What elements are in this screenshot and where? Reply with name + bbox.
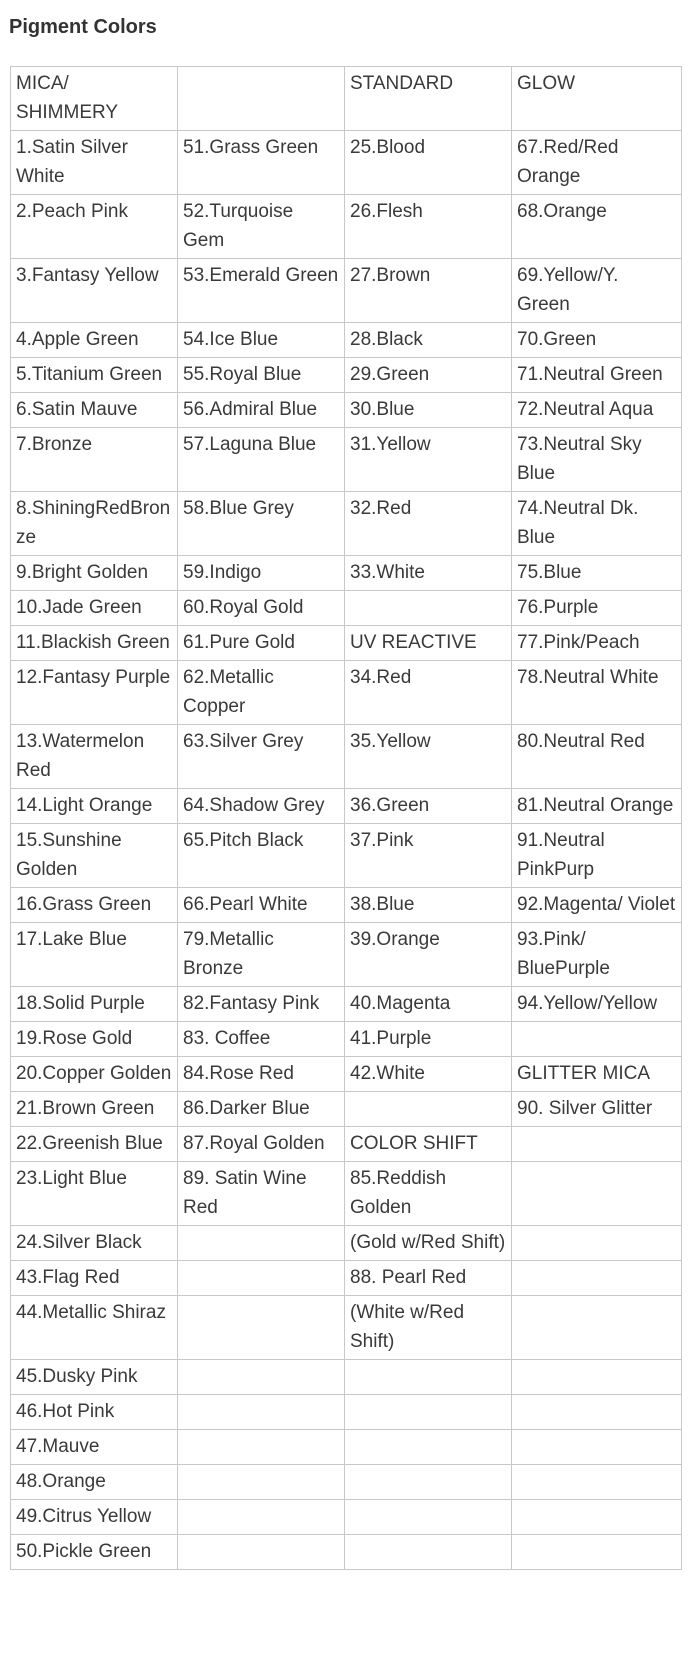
table-cell xyxy=(178,1296,345,1360)
table-row xyxy=(11,492,682,556)
table-cell: 69.Yellow/Y. Green xyxy=(512,259,682,323)
table-row xyxy=(11,1465,682,1500)
table-cell: 5.Titanium Green xyxy=(11,358,178,393)
table-cell: 50.Pickle Green xyxy=(11,1535,178,1570)
table-cell: GLITTER MICA xyxy=(512,1057,682,1092)
table-cell xyxy=(178,1226,345,1261)
table-cell: 21.Brown Green xyxy=(11,1092,178,1127)
table-cell: 59.Indigo xyxy=(178,556,345,591)
table-cell xyxy=(178,1535,345,1570)
table-cell: 57.Laguna Blue xyxy=(178,428,345,492)
table-cell xyxy=(512,1226,682,1261)
table-cell: 91.Neutral PinkPurp xyxy=(512,824,682,888)
table-row xyxy=(11,661,682,725)
table-cell: 6.Satin Mauve xyxy=(11,393,178,428)
table-row xyxy=(11,888,682,923)
table-cell: 90. Silver Glitter xyxy=(512,1092,682,1127)
table-cell: 22.Greenish Blue xyxy=(11,1127,178,1162)
table-row xyxy=(11,1162,682,1226)
table-cell: 64.Shadow Grey xyxy=(178,789,345,824)
table-cell xyxy=(512,1261,682,1296)
table-cell: 35.Yellow xyxy=(345,725,512,789)
table-cell: 12.Fantasy Purple xyxy=(11,661,178,725)
table-row xyxy=(11,1261,682,1296)
table-cell xyxy=(512,1430,682,1465)
table-cell: 25.Blood xyxy=(345,131,512,195)
table-cell: 36.Green xyxy=(345,789,512,824)
table-cell: 14.Light Orange xyxy=(11,789,178,824)
table-cell xyxy=(345,1360,512,1395)
table-cell xyxy=(345,1395,512,1430)
table-cell xyxy=(512,1395,682,1430)
table-cell xyxy=(178,67,345,131)
table-row xyxy=(11,1360,682,1395)
table-cell: 34.Red xyxy=(345,661,512,725)
table-cell xyxy=(512,1127,682,1162)
table-row xyxy=(11,987,682,1022)
table-cell: 92.Magenta/ Violet xyxy=(512,888,682,923)
table-cell: 7.Bronze xyxy=(11,428,178,492)
table-cell: 79.Metallic Bronze xyxy=(178,923,345,987)
table-row xyxy=(11,1092,682,1127)
table-cell xyxy=(178,1360,345,1395)
table-cell: 37.Pink xyxy=(345,824,512,888)
table-cell: 49.Citrus Yellow xyxy=(11,1500,178,1535)
table-cell: (Gold w/Red Shift) xyxy=(345,1226,512,1261)
table-cell: 13.Watermelon Red xyxy=(11,725,178,789)
table-cell xyxy=(178,1430,345,1465)
table-row xyxy=(11,131,682,195)
table-cell: 93.Pink/ BluePurple xyxy=(512,923,682,987)
table-cell xyxy=(512,1022,682,1057)
table-cell: 33.White xyxy=(345,556,512,591)
table-cell: 71.Neutral Green xyxy=(512,358,682,393)
table-cell: 32.Red xyxy=(345,492,512,556)
table-row xyxy=(11,626,682,661)
table-cell: 55.Royal Blue xyxy=(178,358,345,393)
table-cell: 68.Orange xyxy=(512,195,682,259)
table-cell: (White w/Red Shift) xyxy=(345,1296,512,1360)
table-row xyxy=(11,1296,682,1360)
table-row xyxy=(11,789,682,824)
table-row xyxy=(11,556,682,591)
table-cell: 88. Pearl Red xyxy=(345,1261,512,1296)
table-cell: 45.Dusky Pink xyxy=(11,1360,178,1395)
table-row xyxy=(11,67,682,131)
table-row xyxy=(11,1226,682,1261)
table-cell: 84.Rose Red xyxy=(178,1057,345,1092)
table-cell: 56.Admiral Blue xyxy=(178,393,345,428)
table-cell: 3.Fantasy Yellow xyxy=(11,259,178,323)
table-cell: 62.Metallic Copper xyxy=(178,661,345,725)
table-cell: 20.Copper Golden xyxy=(11,1057,178,1092)
page-title: Pigment Colors xyxy=(9,16,157,38)
table-cell: 31.Yellow xyxy=(345,428,512,492)
table-cell: 70.Green xyxy=(512,323,682,358)
table-cell: 46.Hot Pink xyxy=(11,1395,178,1430)
table-cell: 28.Black xyxy=(345,323,512,358)
table-cell: 85.Reddish Golden xyxy=(345,1162,512,1226)
table-cell xyxy=(512,1465,682,1500)
table-cell: 67.Red/Red Orange xyxy=(512,131,682,195)
table-row xyxy=(11,259,682,323)
table-cell: 4.Apple Green xyxy=(11,323,178,358)
table-cell xyxy=(512,1535,682,1570)
table-cell: 82.Fantasy Pink xyxy=(178,987,345,1022)
table-cell: 53.Emerald Green xyxy=(178,259,345,323)
table-cell xyxy=(178,1261,345,1296)
table-row xyxy=(11,428,682,492)
table-row xyxy=(11,1395,682,1430)
table-cell: 18.Solid Purple xyxy=(11,987,178,1022)
table-cell: 52.Turquoise Gem xyxy=(178,195,345,259)
table-cell: 8.ShiningRedBronze xyxy=(11,492,178,556)
table-row xyxy=(11,195,682,259)
table-cell: 30.Blue xyxy=(345,393,512,428)
table-cell: 39.Orange xyxy=(345,923,512,987)
table-cell: 1.Satin Silver White xyxy=(11,131,178,195)
table-cell: 73.Neutral Sky Blue xyxy=(512,428,682,492)
table-cell: 19.Rose Gold xyxy=(11,1022,178,1057)
table-row xyxy=(11,591,682,626)
pigment-colors-table xyxy=(10,66,682,1570)
table-row xyxy=(11,1057,682,1092)
table-row xyxy=(11,1127,682,1162)
table-cell: 47.Mauve xyxy=(11,1430,178,1465)
table-cell: 42.White xyxy=(345,1057,512,1092)
table-body xyxy=(11,67,682,1570)
table-row xyxy=(11,1430,682,1465)
table-row xyxy=(11,824,682,888)
table-row xyxy=(11,1500,682,1535)
table-cell: 60.Royal Gold xyxy=(178,591,345,626)
table-cell: UV REACTIVE xyxy=(345,626,512,661)
table-row xyxy=(11,358,682,393)
table-cell: 81.Neutral Orange xyxy=(512,789,682,824)
table-cell: MICA/ SHIMMERY xyxy=(11,67,178,131)
table-cell: 87.Royal Golden xyxy=(178,1127,345,1162)
table-row xyxy=(11,1535,682,1570)
table-cell xyxy=(178,1395,345,1430)
table-cell: 16.Grass Green xyxy=(11,888,178,923)
table-cell: 78.Neutral White xyxy=(512,661,682,725)
table-cell xyxy=(512,1296,682,1360)
table-cell: 26.Flesh xyxy=(345,195,512,259)
table-cell: 76.Purple xyxy=(512,591,682,626)
table-cell xyxy=(512,1162,682,1226)
table-cell: 24.Silver Black xyxy=(11,1226,178,1261)
table-cell: COLOR SHIFT xyxy=(345,1127,512,1162)
table-cell: 44.Metallic Shiraz xyxy=(11,1296,178,1360)
table-cell: 86.Darker Blue xyxy=(178,1092,345,1127)
table-cell: 65.Pitch Black xyxy=(178,824,345,888)
table-cell: 77.Pink/Peach xyxy=(512,626,682,661)
table-cell xyxy=(178,1465,345,1500)
table-row xyxy=(11,725,682,789)
table-cell xyxy=(512,1500,682,1535)
table-cell: 74.Neutral Dk. Blue xyxy=(512,492,682,556)
table-cell: STANDARD xyxy=(345,67,512,131)
table-cell: 11.Blackish Green xyxy=(11,626,178,661)
table-row xyxy=(11,393,682,428)
table-cell: 58.Blue Grey xyxy=(178,492,345,556)
table-cell xyxy=(178,1500,345,1535)
table-cell: 10.Jade Green xyxy=(11,591,178,626)
table-cell: 2.Peach Pink xyxy=(11,195,178,259)
table-cell xyxy=(345,1465,512,1500)
table-cell: 51.Grass Green xyxy=(178,131,345,195)
table-cell: 41.Purple xyxy=(345,1022,512,1057)
table-cell: 27.Brown xyxy=(345,259,512,323)
table-cell: 89. Satin Wine Red xyxy=(178,1162,345,1226)
table-cell: 75.Blue xyxy=(512,556,682,591)
table-row xyxy=(11,1022,682,1057)
table-cell xyxy=(345,1430,512,1465)
table-cell: 48.Orange xyxy=(11,1465,178,1500)
table-cell: 17.Lake Blue xyxy=(11,923,178,987)
table-cell: 66.Pearl White xyxy=(178,888,345,923)
table-cell: 61.Pure Gold xyxy=(178,626,345,661)
table-row xyxy=(11,323,682,358)
table-cell: 9.Bright Golden xyxy=(11,556,178,591)
table-cell: 54.Ice Blue xyxy=(178,323,345,358)
table-cell: 83. Coffee xyxy=(178,1022,345,1057)
table-cell: 15.Sunshine Golden xyxy=(11,824,178,888)
table-cell: 43.Flag Red xyxy=(11,1261,178,1296)
table-cell: 29.Green xyxy=(345,358,512,393)
table-cell: 80.Neutral Red xyxy=(512,725,682,789)
table-row xyxy=(11,923,682,987)
table-cell: 94.Yellow/Yellow xyxy=(512,987,682,1022)
table-cell: 72.Neutral Aqua xyxy=(512,393,682,428)
table-cell: GLOW xyxy=(512,67,682,131)
table-cell: 40.Magenta xyxy=(345,987,512,1022)
table-cell: 38.Blue xyxy=(345,888,512,923)
table-cell: 63.Silver Grey xyxy=(178,725,345,789)
table-cell xyxy=(345,1535,512,1570)
table-cell: 23.Light Blue xyxy=(11,1162,178,1226)
table-cell xyxy=(345,1500,512,1535)
table-cell xyxy=(512,1360,682,1395)
table-cell xyxy=(345,591,512,626)
table-cell xyxy=(345,1092,512,1127)
